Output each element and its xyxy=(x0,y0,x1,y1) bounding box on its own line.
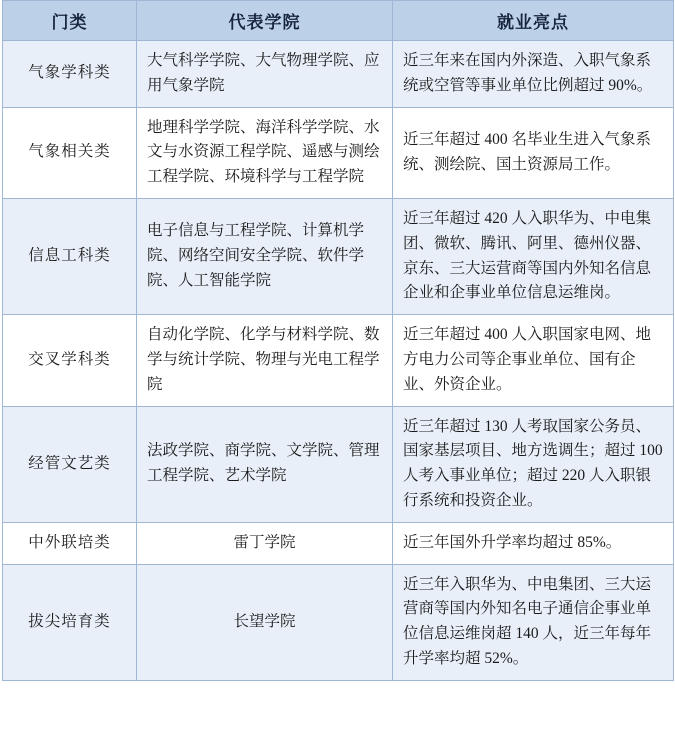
cell-highlight: 近三年超过 130 人考取国家公务员、国家基层项目、地方选调生；超过 100 人考入事业单位；超过 220 人入职银行系统和投资企业。 xyxy=(393,406,674,522)
cell-category: 信息工科类 xyxy=(3,198,137,314)
table-row xyxy=(3,107,674,198)
cell-highlight: 近三年超过 400 名毕业生进入气象系统、测绘院、国土资源局工作。 xyxy=(393,107,674,198)
cell-colleges: 大气科学学院、大气物理学院、应用气象学院 xyxy=(137,41,393,108)
column-header-category: 门类 xyxy=(3,1,137,41)
cell-colleges: 地理科学学院、海洋科学学院、水文与水资源工程学院、遥感与测绘工程学院、环境科学与工程学院 xyxy=(137,107,393,198)
cell-category: 拔尖培育类 xyxy=(3,564,137,680)
cell-highlight: 近三年超过 420 人入职华为、中电集团、微软、腾讯、阿里、德州仪器、京东、三大运营商等国内外知名信息企业和企事业单位信息运维岗。 xyxy=(393,198,674,314)
cell-highlight: 近三年来在国内外深造、入职气象系统或空管等事业单位比例超过 90%。 xyxy=(393,41,674,108)
cell-highlight: 近三年入职华为、中电集团、三大运营商等国内外知名电子通信企事业单位信息运维岗超 140 人，近三年每年升学率均超 52%。 xyxy=(393,564,674,680)
cell-colleges: 自动化学院、化学与材料学院、数学与统计学院、物理与光电工程学院 xyxy=(137,315,393,406)
cell-highlight: 近三年超过 400 人入职国家电网、地方电力公司等企事业单位、国有企业、外资企业。 xyxy=(393,315,674,406)
table-header xyxy=(3,1,674,41)
cell-highlight: 近三年国外升学率均超过 85%。 xyxy=(393,522,674,564)
table-row xyxy=(3,522,674,564)
cell-colleges: 电子信息与工程学院、计算机学院、网络空间安全学院、软件学院、人工智能学院 xyxy=(137,198,393,314)
cell-colleges: 长望学院 xyxy=(137,564,393,680)
majors-employment-table xyxy=(2,0,674,681)
cell-colleges: 雷丁学院 xyxy=(137,522,393,564)
cell-category: 气象相关类 xyxy=(3,107,137,198)
cell-category: 中外联培类 xyxy=(3,522,137,564)
table-row xyxy=(3,198,674,314)
table-body xyxy=(3,41,674,681)
cell-category: 交叉学科类 xyxy=(3,315,137,406)
cell-colleges: 法政学院、商学院、文学院、管理工程学院、艺术学院 xyxy=(137,406,393,522)
column-header-highlights: 就业亮点 xyxy=(393,1,674,41)
cell-category: 气象学科类 xyxy=(3,41,137,108)
table-header-row xyxy=(3,1,674,41)
table-row xyxy=(3,315,674,406)
cell-category: 经管文艺类 xyxy=(3,406,137,522)
table-row xyxy=(3,564,674,680)
table-row xyxy=(3,41,674,108)
table-row xyxy=(3,406,674,522)
column-header-colleges: 代表学院 xyxy=(137,1,393,41)
